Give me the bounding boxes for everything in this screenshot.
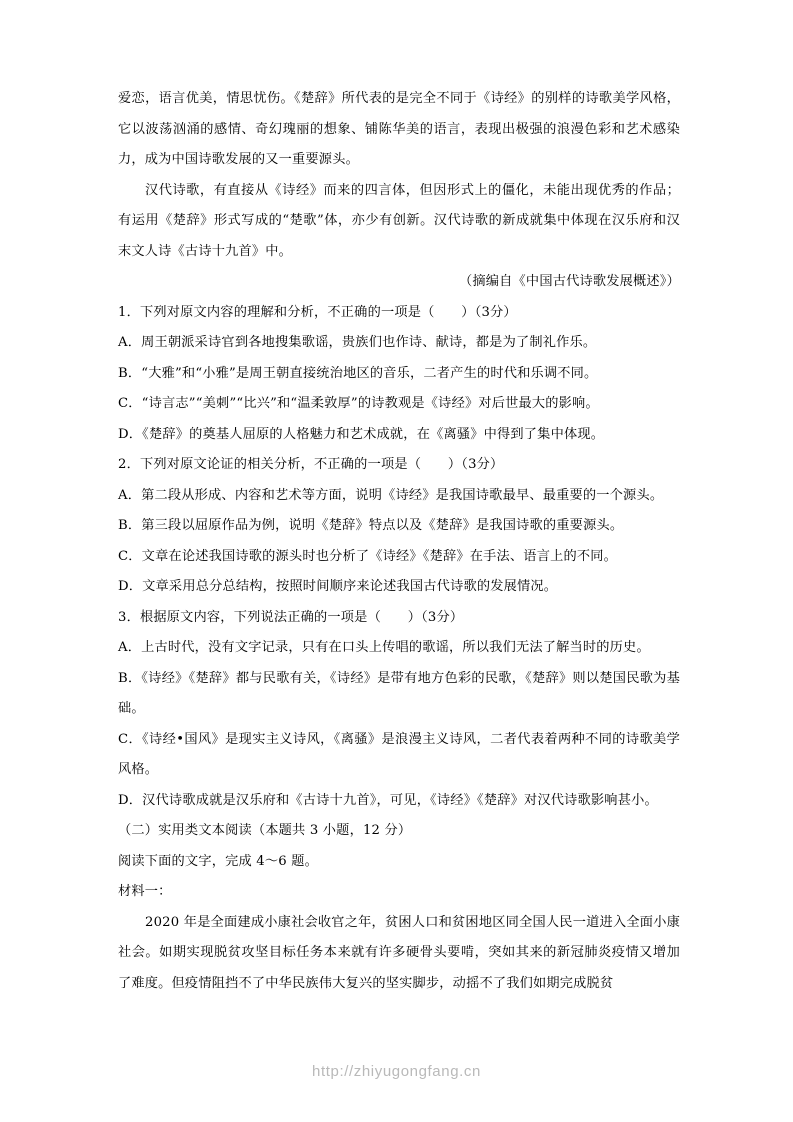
question-3-option-d: D．汉代诗歌成就是汉乐府和《古诗十九首》，可见，《诗经》《楚辞》对汉代诗歌影响甚小。 xyxy=(118,792,658,808)
question-3-stem: 3．根据原文内容，下列说法正确的一项是（ ）（3分） xyxy=(118,609,464,625)
question-1-option-a: A．周王朝派采诗官到各地搜集歌谣，贵族们也作诗、献诗，都是为了制礼作乐。 xyxy=(118,335,597,350)
question-3-option-b: B．《诗经》《楚辞》都与民歌有关，《诗经》是带有地方色彩的民歌，《楚辞》则以楚国民歌为基础。 xyxy=(118,670,680,716)
paragraph-handai: 汉代诗歌，有直接从《诗经》而来的四言体，但因形式上的僵化，未能出现优秀的作品；有运用《楚辞》形式写成的“楚歌”体，亦少有创新。汉代诗歌的新成就集中体现在汉乐府和汉末文人诗《古诗十九首》中。 xyxy=(118,182,680,259)
question-1-stem: 1．下列对原文内容的理解和分析，不正确的一项是（ ）（3分） xyxy=(118,304,517,320)
question-1-option-c: C．“诗言志”“美刺”“比兴”和“温柔敦厚”的诗教观是《诗经》对后世最大的影响。 xyxy=(118,396,599,411)
question-2-option-c: C．文章在论述我国诗歌的源头时也分析了《诗经》《楚辞》在手法、语言上的不同。 xyxy=(118,548,618,564)
watermark-url: http://zhiyugongfang.cn xyxy=(312,1063,481,1080)
paragraph-source-citation: （摘编自《中国古代诗歌发展概述》） xyxy=(459,274,680,289)
material-one-label: 材料一： xyxy=(118,884,172,899)
question-2-option-a: A．第二段从形成、内容和艺术等方面，说明《诗经》是我国诗歌最早、最重要的一个源头。 xyxy=(118,487,664,503)
document-body xyxy=(118,84,680,999)
section-two-instruction: 阅读下面的文字，完成 4～6 题。 xyxy=(118,853,319,869)
material-one-body: 2020 年是全面建成小康社会收官之年，贫困人口和贫困地区同全国人民一道进入全面小康社会。如期实现脱贫攻坚目标任务本来就有许多硬骨头要啃，突如其来的新冠肺炎疫情又增加了难度。但疫情阻挡不了中华民族伟大复兴的坚实脚步，动摇不了我们如期完成脱贫 xyxy=(118,914,680,991)
question-3-option-c: C．《诗经•国风》是现实主义诗风，《离骚》是浪漫主义诗风，二者代表着两种不同的诗歌美学风格。 xyxy=(118,731,680,777)
question-2-option-d: D．文章采用总分总结构，按照时间顺序来论述我国古代诗歌的发展情况。 xyxy=(118,579,558,594)
section-two-heading: （二）实用类文本阅读（本题共 3 小题，12 分） xyxy=(118,823,412,838)
question-3-option-a: A．上古时代，没有文字记录，只有在口头上传唱的歌谣，所以我们无法了解当时的历史。 xyxy=(118,640,650,655)
question-2-stem: 2．下列对原文论证的相关分析，不正确的一项是（ ）（3分） xyxy=(118,457,504,472)
question-1-option-b: B．“大雅”和“小雅”是周王朝直接统治地区的音乐，二者产生的时代和乐调不同。 xyxy=(118,365,598,381)
paragraph-chuci: 爱恋，语言优美，情思忧伤。《楚辞》所代表的是完全不同于《诗经》的别样的诗歌美学风格，它以波荡汹涌的感情、奇幻瑰丽的想象、铺陈华美的语言，表现出极强的浪漫色彩和艺术感染力，成为中国诗歌发展的又一重要源头。 xyxy=(118,91,680,167)
question-1-option-d: D．《楚辞》的奠基人屈原的人格魅力和艺术成就，在《离骚》中得到了集中体现。 xyxy=(118,426,605,442)
question-2-option-b: B．第三段以屈原作品为例，说明《楚辞》特点以及《楚辞》是我国诗歌的重要源头。 xyxy=(118,518,624,533)
